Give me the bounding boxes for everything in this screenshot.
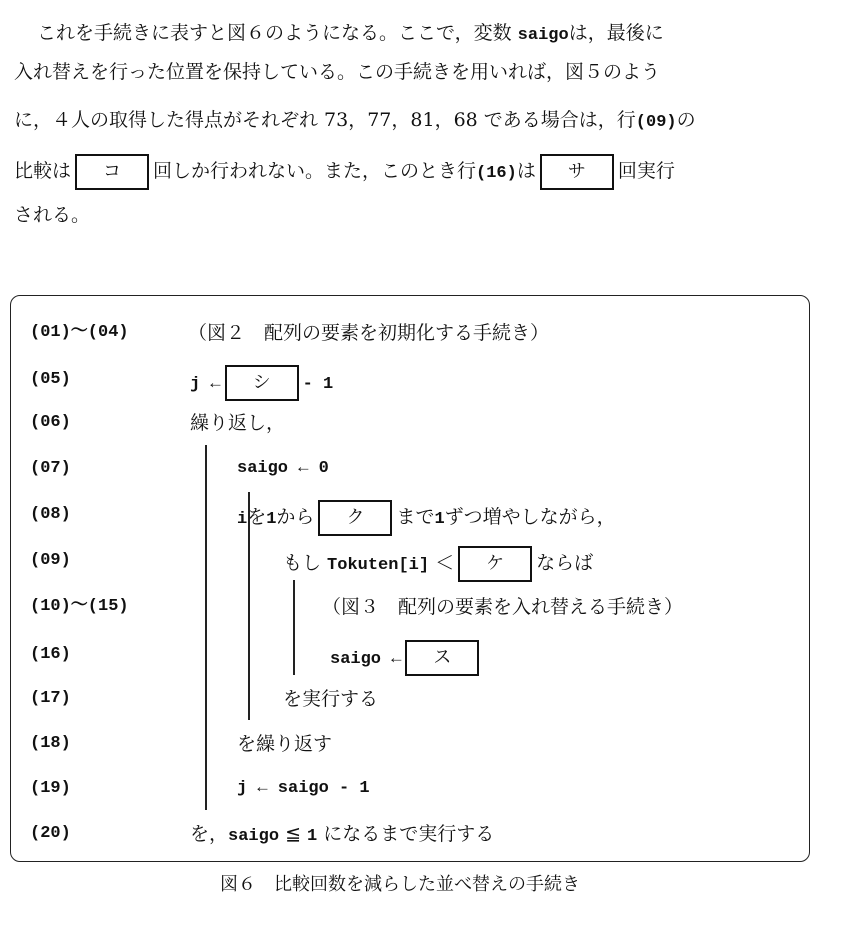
- code: saigo: [228, 827, 280, 846]
- text: は: [516, 160, 536, 182]
- code-line: （図３ 配列の要素を入れ替える手続き）: [322, 596, 684, 618]
- line-number: (19): [30, 779, 71, 798]
- line-number: (10)～(15): [30, 597, 129, 616]
- text: ≦: [279, 823, 308, 845]
- text: される。: [14, 204, 91, 226]
- text: 回しか行われない。また，このとき行: [153, 160, 477, 182]
- paragraph-line: [37, 19, 664, 50]
- code: 1: [307, 827, 318, 846]
- code: j ←: [190, 375, 221, 394]
- code-line: [190, 819, 494, 852]
- code-line: を繰り返す: [237, 733, 333, 755]
- line-number: (17): [30, 689, 71, 708]
- text: これを手続きに表すと図６のようになる。ここで，変数: [37, 22, 518, 44]
- text: まで: [396, 506, 435, 528]
- code-line: saigo ← 0: [237, 459, 329, 478]
- code-line: [330, 640, 483, 676]
- paragraph-line: [14, 58, 660, 86]
- code-line: 繰り返し，: [190, 412, 286, 434]
- line-number: (08): [30, 505, 71, 524]
- text: 回実行: [617, 160, 675, 182]
- branch-bar: [293, 580, 295, 675]
- answer-box-su[interactable]: ス: [405, 640, 479, 676]
- text: を: [247, 506, 267, 528]
- text: 比較は: [14, 160, 72, 182]
- text: 入れ替えを行った位置を保持している。この手続きを用いれば，図５のよう: [14, 61, 661, 83]
- answer-box-ko[interactable]: コ: [75, 154, 149, 190]
- text: の: [676, 109, 696, 131]
- line-number: (07): [30, 459, 71, 478]
- code: - 1: [302, 375, 334, 394]
- line-number: (06): [30, 413, 71, 432]
- code: 1: [434, 510, 445, 529]
- line-ref: (09): [635, 113, 677, 132]
- line-number: (01)～(04): [30, 323, 129, 342]
- line-ref: (16): [476, 164, 517, 183]
- answer-box-sa[interactable]: サ: [540, 154, 614, 190]
- answer-box-ku[interactable]: ク: [318, 500, 392, 536]
- variable-name: saigo: [517, 26, 569, 45]
- text: になるまで実行する: [317, 823, 495, 845]
- line-number: (18): [30, 734, 71, 753]
- answer-box-ke[interactable]: ケ: [458, 546, 532, 582]
- text: に，４人の取得した得点がそれぞれ 73，77，81，68 である場合は，行: [14, 109, 636, 131]
- line-number: (09): [30, 551, 71, 570]
- text: ずつ増やしながら，: [444, 506, 616, 528]
- paragraph-line: [14, 201, 90, 229]
- code-line: j ← saigo - 1: [237, 779, 370, 798]
- text: ＜: [429, 552, 455, 574]
- code: Tokuten[i]: [327, 556, 430, 575]
- code-line: （図２ 配列の要素を初期化する手続き）: [188, 322, 550, 344]
- paragraph-line: [14, 106, 696, 137]
- code-line: [237, 500, 616, 536]
- loop-bar: [205, 445, 207, 810]
- line-number: (05): [30, 370, 71, 389]
- code-line: [283, 546, 593, 582]
- answer-box-shi[interactable]: シ: [225, 365, 299, 401]
- paragraph-line: [14, 154, 675, 190]
- text: を，: [190, 823, 229, 845]
- code: saigo ←: [330, 650, 402, 669]
- text: ならば: [536, 552, 594, 574]
- line-number: (20): [30, 824, 71, 843]
- code-line: を実行する: [283, 688, 379, 710]
- code: 1: [266, 510, 277, 529]
- text: は，最後に: [568, 22, 664, 44]
- code-line: [190, 365, 333, 401]
- text: もし: [283, 552, 328, 574]
- code: i: [237, 510, 248, 529]
- text: から: [276, 506, 315, 528]
- line-number: (16): [30, 645, 71, 664]
- figure-caption: 図６ 比較回数を減らした並べ替えの手続き: [220, 874, 580, 895]
